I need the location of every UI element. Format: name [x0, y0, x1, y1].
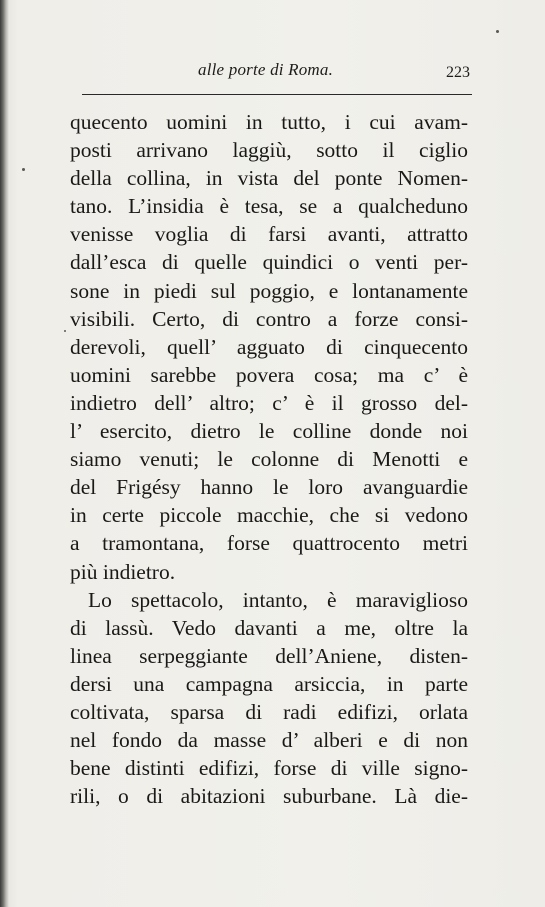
text-line: posti arrivano laggiù, sotto il ciglio	[70, 138, 468, 163]
paragraph-2	[70, 586, 468, 811]
text-line: sone in piedi sul poggio, e lontanamente	[70, 278, 468, 303]
page-number: 223	[446, 64, 470, 81]
body-text	[70, 108, 468, 810]
text-line: tano. L’insidia è tesa, se a qualcheduno	[70, 194, 468, 219]
page-header	[82, 60, 474, 88]
text-line: visibili. Certo, di contro a forze consi-	[70, 306, 468, 331]
text-line: venisse voglia di farsi avanti, attratto	[70, 222, 468, 247]
book-binding-edge	[0, 0, 9, 907]
running-head: alle porte di Roma.	[198, 60, 334, 79]
text-line: della collina, in vista del ponte Nomen-	[70, 166, 468, 191]
text-line: dersi una campagna arsiccia, in parte	[70, 671, 468, 696]
paragraph-1	[70, 108, 468, 586]
text-line: nel fondo da masse d’ alberi e di non	[70, 728, 468, 753]
text-line: del Frigésy hanno le loro avanguardie	[70, 475, 468, 500]
text-line: l’ esercito, dietro le colline donde noi	[70, 419, 468, 444]
header-rule	[82, 94, 472, 95]
text-line: Lo spettacolo, intanto, è maraviglioso	[88, 587, 468, 612]
text-line: più indietro.	[70, 559, 176, 584]
text-line: bene distinti edifizi, forse di ville signo-	[70, 756, 468, 781]
text-line: a tramontana, forse quattrocento metri	[70, 531, 468, 556]
text-line: linea serpeggiante dell’Aniene, disten-	[70, 643, 468, 668]
text-line: siamo venuti; le colonne di Menotti e	[70, 447, 468, 472]
text-line: indietro dell’ altro; c’ è il grosso del-	[70, 390, 468, 415]
paper-speck	[496, 30, 499, 33]
text-line: di lassù. Vedo davanti a me, oltre la	[70, 615, 468, 640]
paper-speck	[64, 330, 66, 332]
paper-speck	[22, 168, 25, 171]
text-line: rili, o di abitazioni suburbane. Là die-	[70, 784, 468, 809]
text-line: uomini sarebbe povera cosa; ma c’ è	[70, 362, 468, 387]
text-line: coltivata, sparsa di radi edifizi, orlata	[70, 699, 468, 724]
text-line: dall’esca di quelle quindici o venti per-	[70, 250, 468, 275]
text-line: in certe piccole macchie, che si vedono	[70, 503, 468, 528]
text-line: quecento uomini in tutto, i cui avam-	[70, 110, 468, 134]
text-line: derevoli, quell’ agguato di cinquecento	[70, 334, 468, 359]
